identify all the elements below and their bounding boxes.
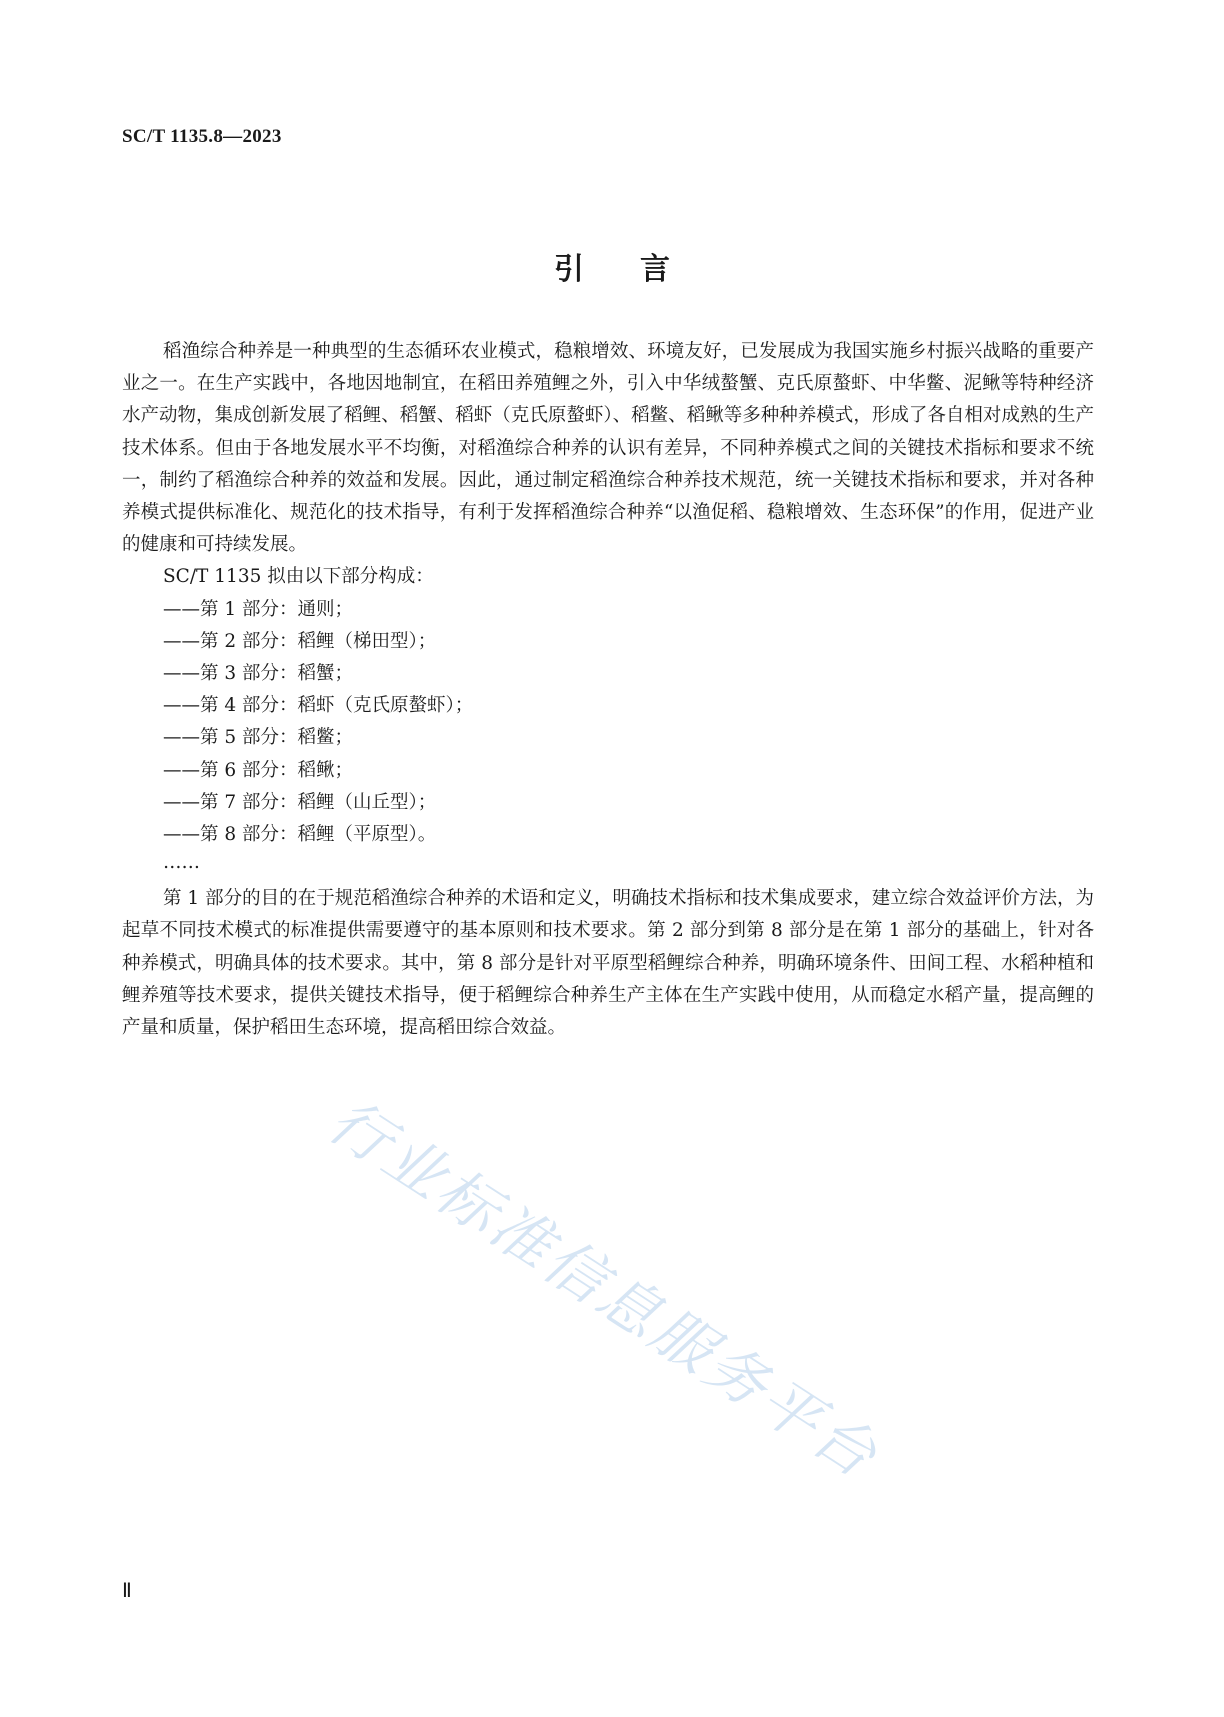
list-item: ——第 2 部分：稻鲤（梯田型）； bbox=[163, 630, 437, 652]
watermark: 行业标准信息服务平台 bbox=[316, 1085, 892, 1494]
parts-list bbox=[122, 594, 1094, 852]
purpose-paragraph: 第 1 部分的目的在于规范稻渔综合种养的术语和定义，明确技术指标和技术集成要求，建立综合效益评价方法，为起草不同技术模式的标准提供需要遵守的基本原则和技术要求。第 2 部分到第 8 部分是在第 1 部分的基础上，针对各种养模式，明确具体的技术要求。其中，第 8 部分是针对平原型稻鲤综合种养，明确环境条件、田间工程、水稻种植和鲤养殖等技术要求，提供关键技术指导，便于稻鲤综合种养生产主体在生产实践中使用，从而稳定水稻产量，提高鲤的产量和质量，保护稻田生态环境，提高稻田综合效益。 bbox=[122, 888, 1094, 1039]
page-number: Ⅱ bbox=[122, 1580, 132, 1602]
list-item: ——第 8 部分：稻鲤（平原型）。 bbox=[163, 824, 437, 846]
standard-code: SC/T 1135.8—2023 bbox=[122, 126, 282, 147]
section-title: 引言 bbox=[554, 252, 726, 287]
list-item: ——第 4 部分：稻虾（克氏原螯虾）； bbox=[163, 695, 474, 717]
document-body bbox=[122, 336, 1094, 1044]
intro-paragraph: 稻渔综合种养是一种典型的生态循环农业模式，稳粮增效、环境友好，已发展成为我国实施乡村振兴战略的重要产业之一。在生产实践中，各地因地制宜，在稻田养殖鲤之外，引入中华绒螯蟹、克氏原螯虾、中华鳖、泥鳅等特种经济水产动物，集成创新发展了稻鲤、稻蟹、稻虾（克氏原螯虾）、稻鳖、稻鳅等多种种养模式，形成了各自相对成熟的生产技术体系。但由于各地发展水平不均衡，对稻渔综合种养的认识有差异，不同种养模式之间的关键技术指标和要求不统一，制约了稻渔综合种养的效益和发展。因此，通过制定稻渔综合种养技术规范，统一关键技术指标和要求，并对各种养模式提供标准化、规范化的技术指导，有利于发挥稻渔综合种养“以渔促稻、稳粮增效、生态环保”的作用，促进产业的健康和可持续发展。 bbox=[122, 341, 1094, 556]
list-ellipsis: …… bbox=[163, 852, 200, 874]
list-item: ——第 1 部分：通则； bbox=[163, 598, 354, 620]
list-item: ——第 5 部分：稻鳖； bbox=[163, 727, 354, 749]
list-item: ——第 6 部分：稻鳅； bbox=[163, 759, 354, 781]
list-item: ——第 3 部分：稻蟹； bbox=[163, 663, 354, 685]
parts-intro: SC/T 1135 拟由以下部分构成： bbox=[163, 566, 434, 588]
list-item: ——第 7 部分：稻鲤（山丘型）； bbox=[163, 791, 437, 813]
